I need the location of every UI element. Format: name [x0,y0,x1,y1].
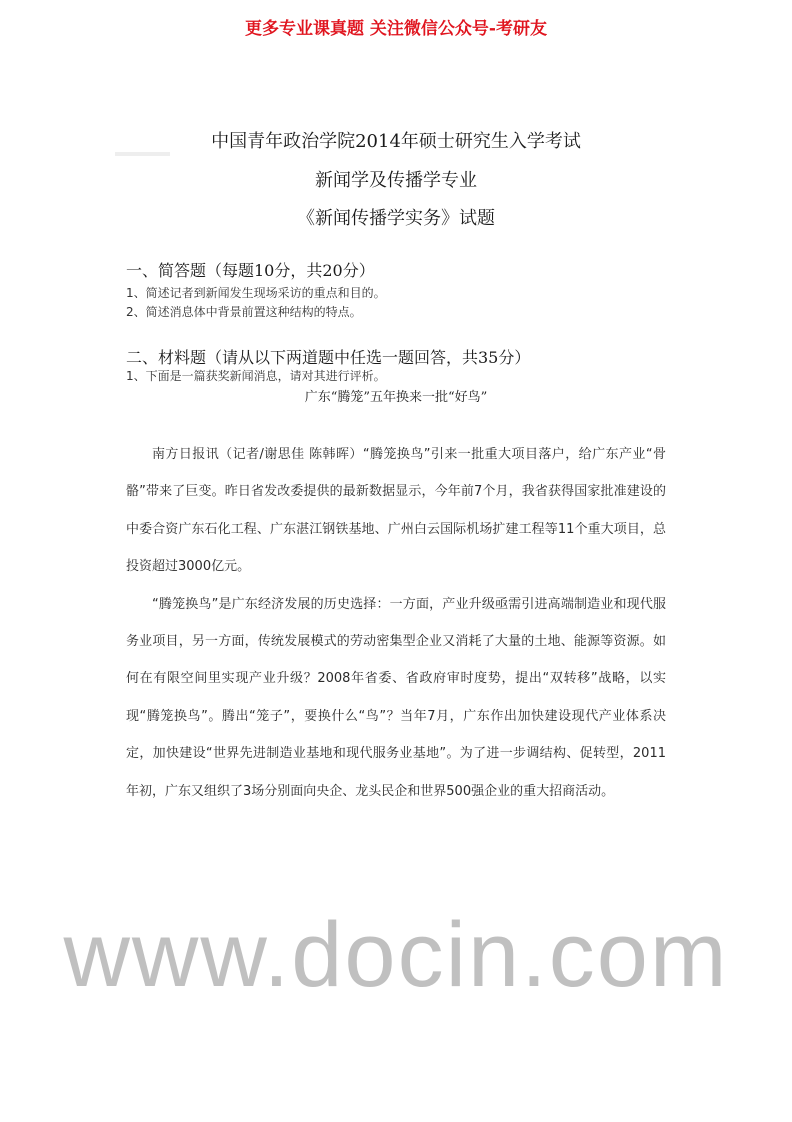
exam-title: 中国青年政治学院2014年硕士研究生入学考试 [211,131,581,152]
section1-heading: 一、简答题（每题10分，共20分） [126,261,375,280]
watermark: www.docin.com [63,904,729,1006]
news-body [126,436,666,810]
promo-banner: 更多专业课真题 关注微信公众号-考研友 [245,19,547,39]
exam-subject: 《新闻传播学实务》试题 [297,208,495,229]
news-headline: 广东“腾笼”五年换来一批“好鸟” [304,390,488,405]
news-paragraph: “腾笼换鸟”是广东经济发展的历史选择：一方面，产业升级亟需引进高端制造业和现代服务业项目，另一方面，传统发展模式的劳动密集型企业又消耗了大量的土地、能源等资源。如何在有限空间里实现产业升级？2008年省委、省政府审时度势，提出“双转移”战略，以实现“腾笼换鸟”。腾出“笼子”，要换什么“鸟”？当年7月，广东作出加快建设现代产业体系决定，加快建设“世界先进制造业基地和现代服务业基地”。为了进一步调结构、促转型，2011年初，广东又组织了3场分别面向央企、龙头民企和世界500强企业的重大招商活动。 [126,596,666,799]
question-item: 2、简述消息体中背景前置这种结构的特点。 [126,305,362,319]
news-paragraph: 南方日报讯（记者/谢思佳 陈韩晖）“腾笼换鸟”引来一批重大项目落户，给广东产业“骨骼”带来了巨变。昨日省发改委提供的最新数据显示，今年前7个月，我省获得国家批准建设的中委合资广东石化工程、广东湛江钢铁基地、广州白云国际机场扩建工程等11个重大项目，总投资超过3000亿元。 [126,447,666,575]
exam-major: 新闻学及传播学专业 [315,170,477,191]
question-item: 1、简述记者到新闻发生现场采访的重点和目的。 [126,286,386,300]
section2-heading: 二、材料题（请从以下两道题中任选一题回答，共35分） [126,348,531,367]
question-item: 1、下面是一篇获奖新闻消息，请对其进行评析。 [126,369,386,383]
